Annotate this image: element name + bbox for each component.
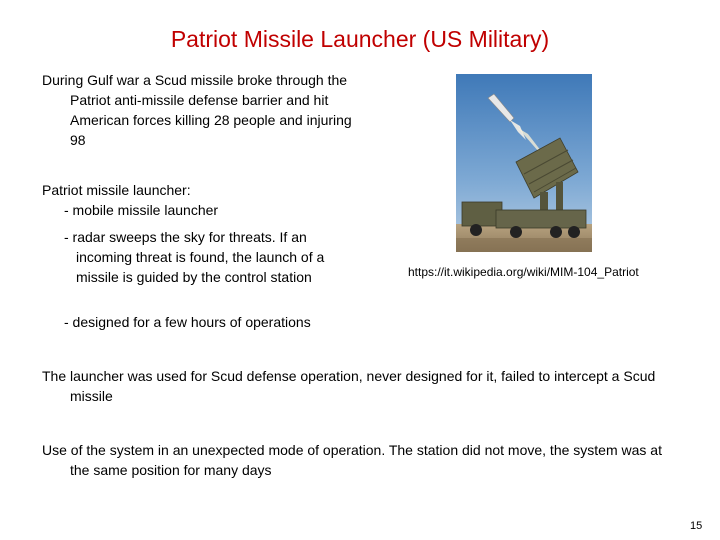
launcher-heading: Patriot missile launcher: [42, 182, 191, 198]
bullet-radar-sweeps: - radar sweeps the sky for threats. If an incoming threat is found, the launch of a missile is guided by the control station [64, 229, 325, 285]
page-number: 15 [690, 520, 703, 532]
image-caption-url[interactable]: https://it.wikipedia.org/wiki/MIM-104_Patriot [408, 265, 639, 279]
launcher-trailer [496, 210, 586, 228]
slide-title: Patriot Missile Launcher (US Military) [170, 26, 550, 52]
patriot-launcher-photo [456, 74, 592, 252]
launcher-usage-paragraph: The launcher was used for Scud defense operation, never designed for it, failed to intercept a Scud missile [42, 368, 656, 404]
patriot-launcher-image [456, 74, 592, 252]
bullet-mobile-launcher: - mobile missile launcher [64, 202, 219, 218]
intro-paragraph: During Gulf war a Scud missile broke through the Patriot anti-missile defense barrier and hit American forces killing 28 people and injuring 98 [42, 72, 352, 148]
bullet-designed-hours: - designed for a few hours of operations [64, 314, 311, 330]
unexpected-mode-paragraph: Use of the system in an unexpected mode of operation. The station did not move, the system was at the same position for many days [42, 442, 662, 478]
